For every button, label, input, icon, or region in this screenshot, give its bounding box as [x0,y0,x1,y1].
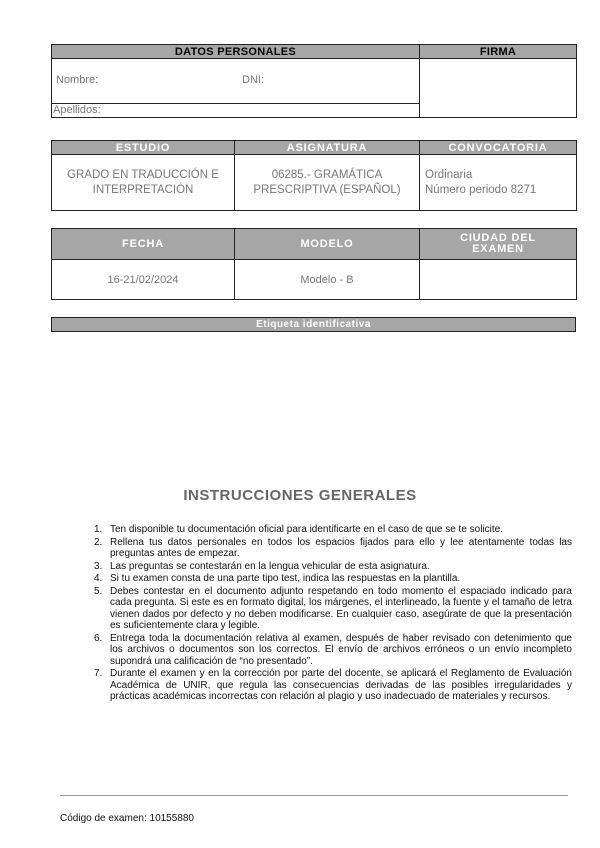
date-value: 16-21/02/2024 [52,260,235,300]
signature-box[interactable] [420,59,577,118]
signature-header: FIRMA [420,45,577,59]
exam-info-table [51,228,577,300]
personal-data-table [51,44,577,118]
identification-label-bar: Etiqueta identificativa [51,317,576,332]
surname-label: Apellidos: [53,103,101,116]
instruction-item: 4. Si tu examen consta de una parte tipo test, indica las respuestas en la plantilla. [94,573,461,584]
degree-line-1: GRADO EN TRADUCCIÓN E [67,168,219,181]
model-value: Modelo - B [235,260,420,300]
study-table [51,140,577,211]
instruction-item: 7. Durante el examen y en la corrección por parte del docente, se aplicará el Reglamento de Evaluación Académica de UNIR, que regula las consecuencias derivadas de las posibles irregularidades y prácticas académicas incorrectas con relación al plagio y uso inadecuado de materiales y recursos. [94,668,572,702]
call-header: CONVOCATORIA [420,141,577,155]
city-header-line-1: CIUDAD DEL [460,232,536,244]
instruction-item: 5. Debes contestar en el documento adjunto respetando en todo momento el espaciado indicado para cada pregunta. Si este es en formato digital, los márgenes, el interlineado, la fuente y el tamaño de letra vienen dados por defecto y no deben modificarse. En cualquier caso, asegúrate de que la presentación es suficientemente clara y legible. [94,585,572,631]
personal-data-header: DATOS PERSONALES [52,45,420,59]
surname-cell[interactable] [52,103,420,118]
name-label: Nombre: [56,74,99,86]
instruction-item: 1. Ten disponible tu documentación oficial para identificarte en el caso de que se te solicite. [94,524,504,535]
call-line-1: Ordinaria [425,168,473,181]
name-dni-cell[interactable] [52,59,420,104]
city-header-line-2: EXAMEN [472,243,524,255]
date-header: FECHA [52,229,235,260]
call-line-2: Número periodo 8271 [425,183,537,196]
instruction-item: 3. Las preguntas se contestarán en la lengua vehicular de esta asignatura. [94,560,430,572]
model-header: MODELO [235,229,420,260]
degree-cell [52,155,235,211]
dni-label: DNI: [242,74,264,86]
instruction-item: 2. Rellena tus datos personales en todos los espacios fijados para ello y lee atentamente todas las preguntas antes de empezar. [94,536,572,559]
footer-divider [60,795,568,796]
degree-line-2: INTERPRETACIÓN [92,183,194,196]
subject-line-1: 06285.- GRAMÁTICA [271,168,383,181]
city-header [420,229,577,260]
instructions-list [94,524,572,704]
subject-cell [235,155,420,211]
exam-code: Código de examen: 10155880 [60,813,194,824]
city-value[interactable] [420,260,577,300]
instruction-item: 6. Entrega toda la documentación relativa al examen, después de haber revisado con detenimiento que los archivos o documentos son los correctos. El envío de archivos erróneos o un envío incompleto supondrá una calificación de “no presentado”. [94,632,572,667]
study-header: ESTUDIO [52,141,235,155]
subject-line-2: PRESCRIPTIVA (ESPAÑOL) [253,183,401,196]
call-cell [420,155,577,211]
subject-header: ASIGNATURA [235,141,420,155]
instructions-title: INSTRUCCIONES GENERALES [183,487,417,504]
